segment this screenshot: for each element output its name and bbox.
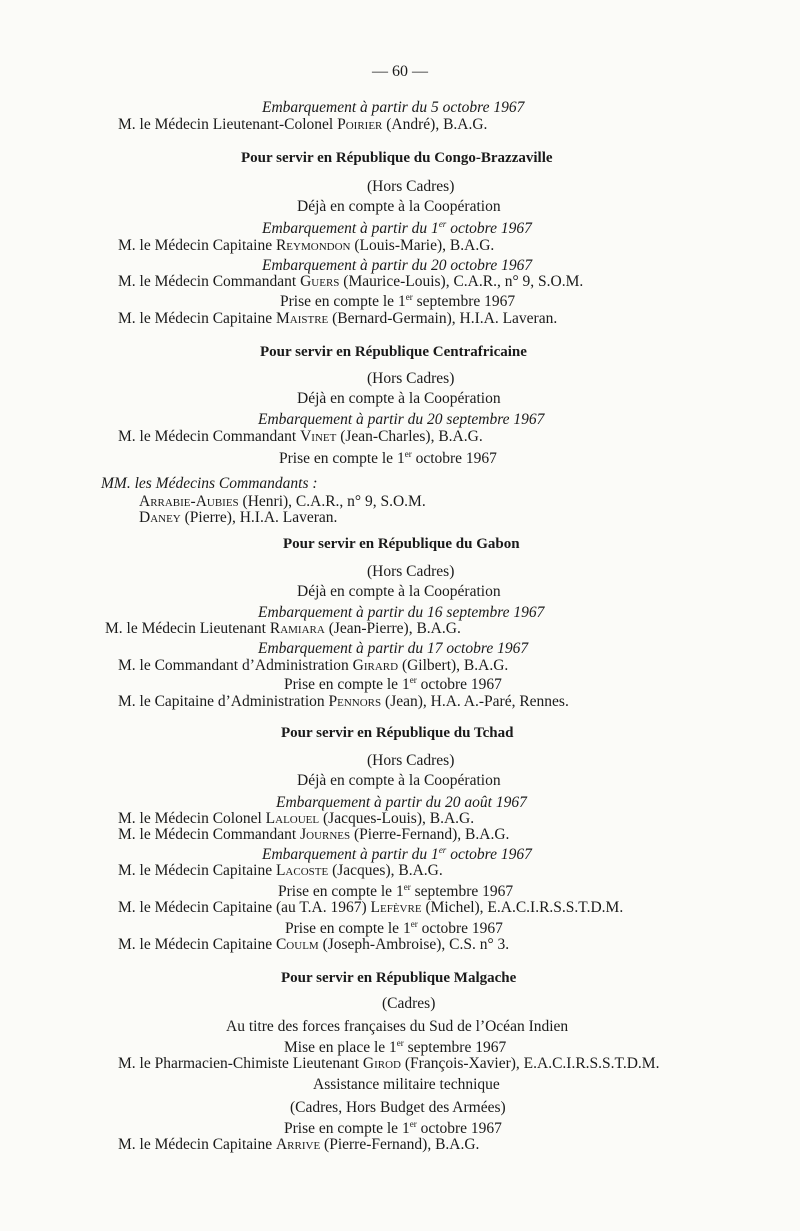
status-line: (Hors Cadres) xyxy=(367,370,455,387)
personnel-entry: M. le Médecin Lieutenant-Colonel Poirier (André), B.A.G. xyxy=(118,116,488,133)
section-heading-tchad: Pour servir en République du Tchad xyxy=(281,725,514,741)
section-heading-gabon: Pour servir en République du Gabon xyxy=(283,536,520,552)
embarkation-date: Embarquement à partir du 20 septembre 1967 xyxy=(258,411,545,428)
personnel-entry: Daney (Pierre), H.I.A. Laveran. xyxy=(139,509,338,526)
date-line: Mise en place le 1er septembre 1967 xyxy=(284,1038,507,1056)
personnel-entry: M. le Médecin Capitaine Lacoste (Jacques), B.A.G. xyxy=(118,862,443,879)
date-line: Prise en compte le 1er septembre 1967 xyxy=(280,292,516,310)
status-line: Déjà en compte à la Coopération xyxy=(297,198,501,215)
personnel-entry: M. le Médecin Capitaine Coulm (Joseph-Ambroise), C.S. n° 3. xyxy=(118,936,510,953)
embarkation-date: Embarquement à partir du 16 septembre 1967 xyxy=(258,604,545,621)
date-line: Prise en compte le 1er septembre 1967 xyxy=(278,882,514,900)
status-line: Déjà en compte à la Coopération xyxy=(297,390,501,407)
status-line: (Cadres) xyxy=(382,995,436,1012)
personnel-entry: M. le Commandant d’Administration Girard (Gilbert), B.A.G. xyxy=(118,657,509,674)
status-line: (Hors Cadres) xyxy=(367,563,455,580)
personnel-entry: M. le Médecin Capitaine Reymondon (Louis-Marie), B.A.G. xyxy=(118,237,495,254)
embarkation-date: Embarquement à partir du 1er octobre 1967 xyxy=(262,845,532,863)
status-line: (Cadres, Hors Budget des Armées) xyxy=(290,1099,506,1116)
date-line: Prise en compte le 1er octobre 1967 xyxy=(279,449,497,467)
personnel-entry: M. le Médecin Commandant Guers (Maurice-Louis), C.A.R., n° 9, S.O.M. xyxy=(118,273,584,290)
personnel-entry: M. le Pharmacien-Chimiste Lieutenant Girod (François-Xavier), E.A.C.I.R.S.S.T.D.M. xyxy=(118,1055,660,1072)
embarkation-date: Embarquement à partir du 5 octobre 1967 xyxy=(262,99,525,116)
personnel-entry: M. le Médecin Colonel Lalouel (Jacques-Louis), B.A.G. xyxy=(118,810,475,827)
section-heading-centrafrique: Pour servir en République Centrafricaine xyxy=(260,344,527,360)
embarkation-date: Embarquement à partir du 1er octobre 1967 xyxy=(262,219,532,237)
personnel-entry: M. le Médecin Commandant Journes (Pierre-Fernand), B.A.G. xyxy=(118,826,510,843)
status-line: Déjà en compte à la Coopération xyxy=(297,772,501,789)
status-line: Au titre des forces françaises du Sud de l’Océan Indien xyxy=(226,1018,569,1035)
personnel-entry: M. le Médecin Lieutenant Ramiara (Jean-Pierre), B.A.G. xyxy=(105,620,461,637)
personnel-entry: M. le Médecin Capitaine Arrive (Pierre-Fernand), B.A.G. xyxy=(118,1136,480,1153)
date-line: Prise en compte le 1er octobre 1967 xyxy=(284,675,502,693)
personnel-entry: M. le Médecin Capitaine (au T.A. 1967) Lefèvre (Michel), E.A.C.I.R.S.S.T.D.M. xyxy=(118,899,624,916)
status-line: (Hors Cadres) xyxy=(367,178,455,195)
date-line: Prise en compte le 1er octobre 1967 xyxy=(285,919,503,937)
personnel-entry: M. le Médecin Commandant Vinet (Jean-Charles), B.A.G. xyxy=(118,428,483,445)
embarkation-date: Embarquement à partir du 20 août 1967 xyxy=(276,794,527,811)
date-line: Prise en compte le 1er octobre 1967 xyxy=(284,1119,502,1137)
section-heading-congo: Pour servir en République du Congo-Brazzaville xyxy=(241,150,553,166)
personnel-entry: M. le Médecin Capitaine Maistre (Bernard-Germain), H.I.A. Laveran. xyxy=(118,310,558,327)
embarkation-date: Embarquement à partir du 20 octobre 1967 xyxy=(262,257,533,274)
embarkation-date: Embarquement à partir du 17 octobre 1967 xyxy=(258,640,529,657)
status-line: Déjà en compte à la Coopération xyxy=(297,583,501,600)
personnel-entry: M. le Capitaine d’Administration Pennors (Jean), H.A. A.-Paré, Rennes. xyxy=(118,693,569,710)
status-line: (Hors Cadres) xyxy=(367,752,455,769)
section-heading-malgache: Pour servir en République Malgache xyxy=(281,970,517,986)
page-number: — 60 — xyxy=(372,63,428,80)
status-line: Assistance militaire technique xyxy=(313,1076,500,1093)
personnel-entry: Arrabie-Aubies (Henri), C.A.R., n° 9, S.O.M. xyxy=(139,493,426,510)
group-heading: MM. les Médecins Commandants : xyxy=(101,475,318,492)
